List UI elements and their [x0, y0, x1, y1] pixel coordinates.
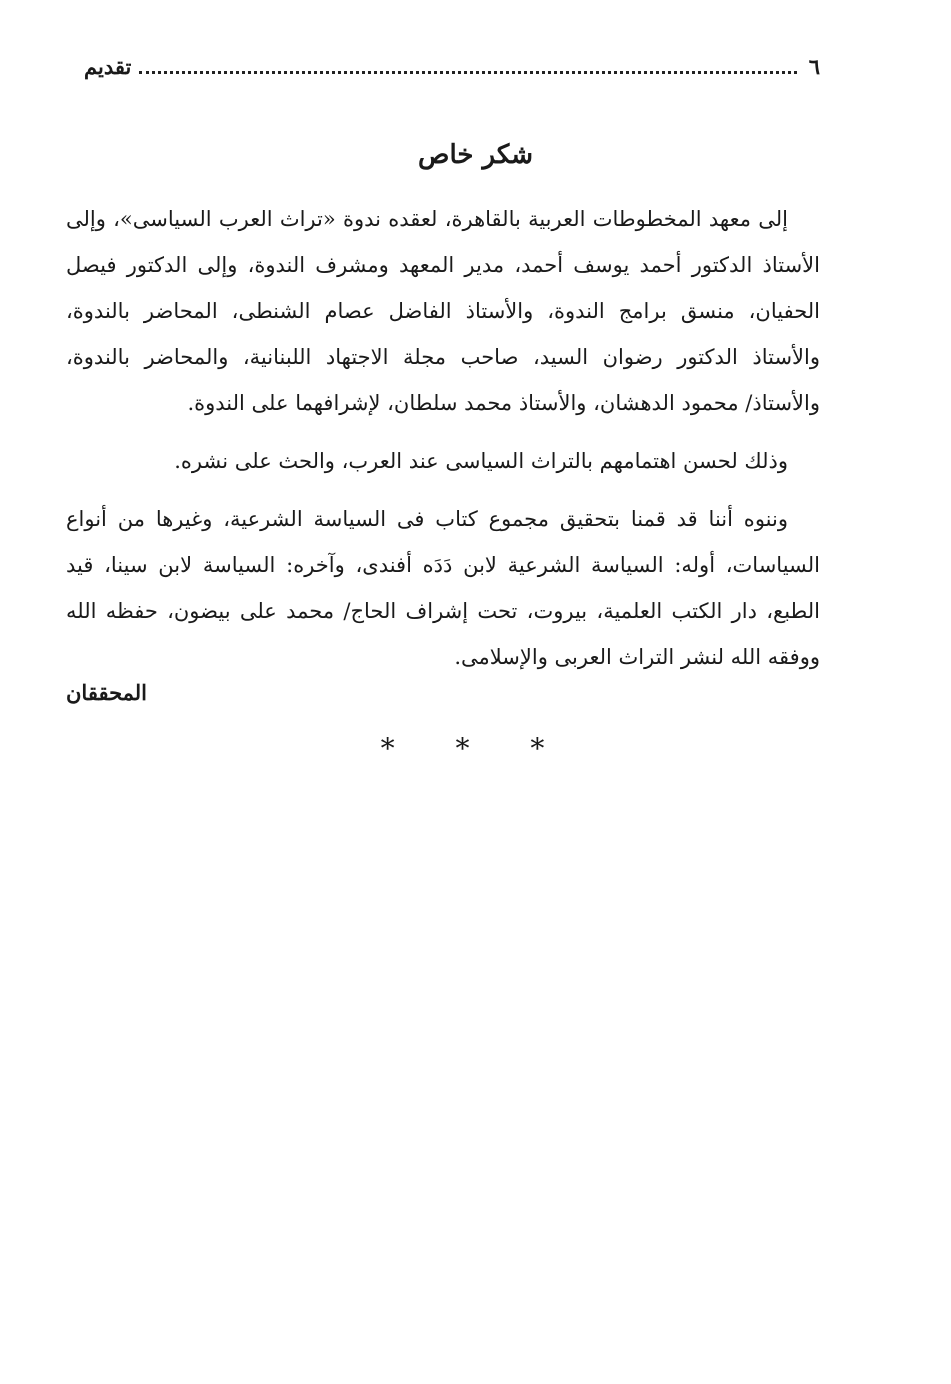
section-name: تقديم [84, 53, 132, 79]
page-number: ٦ [808, 53, 820, 79]
body-text [66, 196, 820, 692]
paragraph-reason: وذلك لحسن اهتمامهم بالتراث السياسى عند العرب، والحث على نشره. [174, 449, 788, 473]
paragraph-acknowledgement: إلى معهد المخطوطات العربية بالقاهرة، لعقده ندوة «تراث العرب السياسى»، وإلى الأستاذ الدكتور أحمد يوسف أحمد، مدير المعهد ومشرف الندوة، وإلى الدكتور فيصل الحفيان، منسق برامج الندوة، والأستاذ الفاضل عصام الشنطى، المحاضر بالندوة، والأستاذ الدكتور رضوان السيد، صاحب مجلة الاجتهاد اللبنانية، والمحاضر بالندوة، والأستاذ/ محمود الدهشان، والأستاذ محمد سلطان، لإشرافهما على الندوة. [66, 207, 820, 415]
section-separator: * * * [380, 732, 571, 765]
leader-dots [139, 71, 796, 74]
page-heading: شكر خاص [418, 140, 533, 170]
signature: المحققان [66, 680, 147, 705]
paragraph-note: وننوه أننا قد قمنا بتحقيق مجموع كتاب فى السياسة الشرعية، وغيرها من أنواع السياسات، أوله: السياسة الشرعية لابن دَدَه أفندى، وآخره: السياسة لابن سينا، قيد الطبع، دار الكتب العلمية، بيروت، تحت إشراف الحاج/ محمد على بيضون، حفظه الله ووفقه الله لنشر التراث العربى والإسلامى. [66, 507, 820, 669]
running-header [84, 46, 820, 86]
